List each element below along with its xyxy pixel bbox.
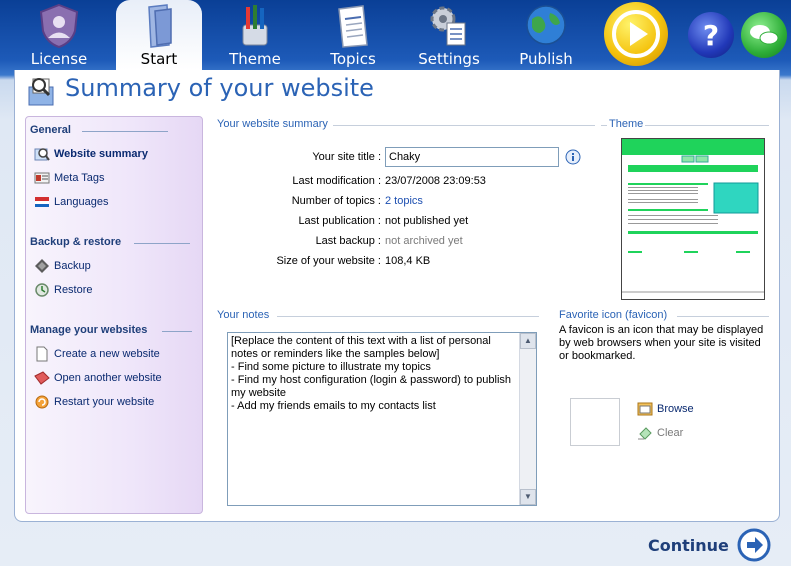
site-title-input[interactable] — [385, 147, 559, 167]
sidebar-item-label: Meta Tags — [54, 172, 105, 184]
divider — [162, 331, 192, 332]
divider — [134, 243, 190, 244]
id-card-icon — [34, 170, 50, 186]
last-publication-value: not published yet — [385, 215, 469, 227]
tab-publish[interactable] — [503, 0, 589, 70]
restart-icon — [34, 394, 50, 410]
theme-preview-image — [622, 139, 764, 299]
theme-preview[interactable] — [621, 138, 765, 300]
last-backup-row — [215, 232, 463, 250]
chat-button[interactable] — [741, 12, 787, 58]
tab-label: Topics — [330, 50, 376, 68]
browse-icon — [637, 401, 653, 417]
continue-button[interactable] — [648, 528, 771, 562]
favicon-section-title: Favorite icon (favicon) — [559, 309, 668, 321]
sidebar-item-label: Restore — [54, 284, 93, 296]
sidebar-item-label: Create a new website — [54, 348, 160, 360]
tab-theme[interactable] — [212, 0, 298, 70]
page-title: Summary of your website — [65, 74, 374, 102]
site-size-value: 108,4 KB — [385, 255, 431, 267]
last-backup-label: Last backup : — [315, 235, 381, 247]
browse-button[interactable] — [637, 400, 694, 418]
tab-label: Theme — [229, 50, 281, 68]
tab-license[interactable] — [16, 0, 102, 70]
tab-start[interactable] — [116, 0, 202, 70]
tab-label: License — [30, 50, 88, 68]
sidebar — [25, 116, 203, 514]
sidebar-item-label: Website summary — [54, 148, 148, 160]
favicon-description: A favicon is an icon that may be displayed by web browsers when your site is visited or bookmarked. — [559, 324, 764, 362]
help-icon — [688, 12, 734, 58]
globe-icon — [522, 3, 570, 49]
sidebar-item-open-website[interactable] — [34, 369, 162, 387]
info-icon[interactable] — [565, 149, 581, 165]
sidebar-item-label: Open another website — [54, 372, 162, 384]
help-button[interactable] — [688, 12, 734, 58]
sidebar-item-restart-website[interactable] — [34, 393, 154, 411]
sidebar-item-restore[interactable] — [34, 281, 93, 299]
favicon-preview — [570, 398, 620, 446]
site-size-label: Size of your website : — [276, 255, 381, 267]
notes-text[interactable]: [Replace the content of this text with a list of personal notes or reminders like the samples below] - Find some picture to illustrate my topics - Find my host configuration (login & password) to publish my website - Add my friends emails to my contacts list — [231, 335, 512, 412]
site-size-row — [215, 252, 430, 270]
last-modification-label: Last modification : — [292, 175, 381, 187]
topics-count-label: Number of topics : — [291, 195, 381, 207]
sidebar-item-create-website[interactable] — [34, 345, 160, 363]
sidebar-item-languages[interactable] — [34, 193, 108, 211]
sidebar-item-label: Restart your website — [54, 396, 155, 408]
backup-icon — [34, 258, 50, 274]
document-icon — [329, 3, 377, 49]
notes-section-title: Your notes — [217, 309, 270, 321]
svg-text:?: ? — [702, 19, 720, 52]
site-title-label: Your site title : — [312, 151, 381, 163]
last-modification-value: 23/07/2008 23:09:53 — [385, 175, 486, 187]
topics-count-link[interactable]: 2 topics — [385, 195, 423, 207]
sidebar-heading-general: General — [30, 124, 71, 136]
last-modification-row — [215, 172, 486, 190]
notes-textarea[interactable] — [227, 332, 537, 506]
sidebar-item-backup[interactable] — [34, 257, 91, 275]
summary-section-title: Your website summary — [217, 118, 328, 130]
last-backup-value: not archived yet — [385, 235, 463, 247]
tab-label: Start — [140, 50, 178, 68]
divider — [82, 131, 168, 132]
shield-user-icon — [35, 3, 83, 49]
divider — [677, 316, 769, 317]
browse-label: Browse — [657, 403, 694, 415]
sidebar-item-label: Backup — [54, 260, 91, 272]
play-icon — [604, 2, 668, 66]
open-icon — [34, 370, 50, 386]
tab-settings[interactable] — [406, 0, 492, 70]
restore-icon — [34, 282, 50, 298]
divider — [333, 125, 595, 126]
sidebar-heading-backup: Backup & restore — [30, 236, 122, 248]
arrow-right-icon — [737, 528, 771, 562]
play-button[interactable] — [604, 2, 668, 66]
paint-brushes-icon — [231, 3, 279, 49]
eraser-icon — [637, 425, 653, 441]
gears-icon — [425, 3, 473, 49]
sidebar-item-website-summary[interactable] — [34, 145, 148, 163]
theme-section-title: Theme — [609, 118, 644, 130]
notes-scrollbar[interactable] — [519, 333, 536, 505]
scroll-up-icon[interactable]: ▲ — [520, 333, 536, 349]
divider — [277, 316, 539, 317]
chat-icon — [741, 12, 787, 58]
main-panel — [14, 70, 780, 522]
divider — [601, 125, 607, 126]
last-publication-label: Last publication : — [298, 215, 381, 227]
sidebar-heading-manage: Manage your websites — [30, 324, 148, 336]
new-page-icon — [34, 346, 50, 362]
sidebar-item-meta-tags[interactable] — [34, 169, 105, 187]
continue-label: Continue — [648, 535, 729, 555]
tab-topics[interactable] — [310, 0, 396, 70]
flag-icon — [34, 194, 50, 210]
site-title-row — [215, 148, 581, 166]
tab-label: Publish — [519, 50, 573, 68]
scroll-down-icon[interactable]: ▼ — [520, 489, 536, 505]
summary-icon — [27, 73, 57, 109]
topics-count-row — [215, 192, 423, 210]
folder-icon — [135, 3, 183, 49]
clear-label: Clear — [657, 427, 684, 439]
last-publication-row — [215, 212, 468, 230]
divider — [645, 125, 769, 126]
clear-button[interactable] — [637, 424, 683, 442]
tab-label: Settings — [418, 50, 480, 68]
main-toolbar — [0, 0, 791, 70]
sidebar-item-label: Languages — [54, 196, 109, 208]
magnifier-icon — [34, 146, 50, 162]
